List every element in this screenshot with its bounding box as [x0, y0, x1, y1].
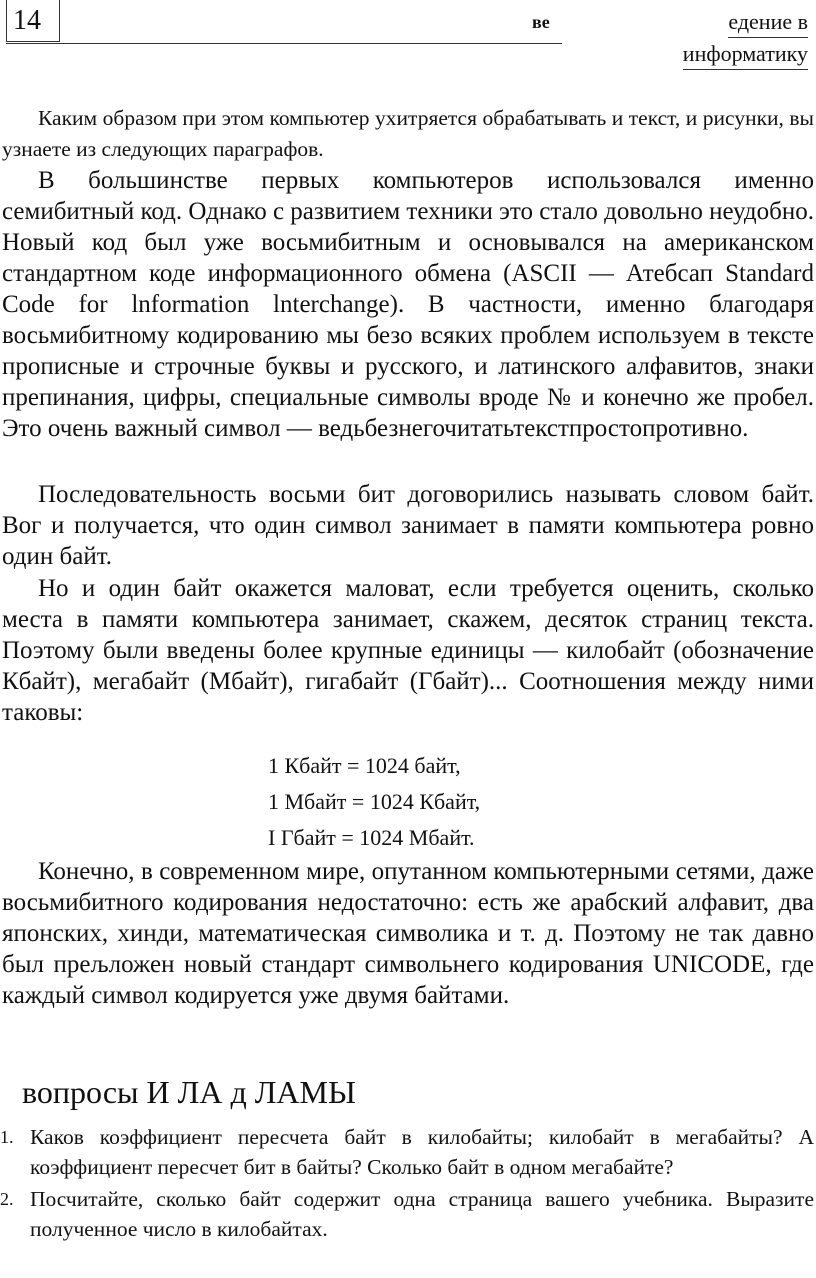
- paragraph-unicode: Конечно, в современном мире, опутанном компьютерными сетями, даже восьмибитного кодирования недостаточно: есть же арабский алфавит, два японских, хинди, математическая символика и т. д. Поэтому не так давно был прељложен новый стандарт символьнего кодирования UNICODE, где каждый символ кодируется уже двумя байтами.: [2, 858, 814, 1009]
- paragraph-ascii: В большинстве первых компьютеров использовался именно семибитный код. Однако с развитием техники это стало довольно неудобно. Новый код был уже восьмибитным и основывался на американском стандартном коде информационного обмена (ASCII — Атебсап Standard Code for lnformation lnterchange). В частности, именно благодаря восьмибитному кодированию мы безо всяких проблем используем в тексте прописные и строчные буквы и русского, и латинского алфавитов, знаки препинания, цифры, специальные символы вроде № и конечно же пробел. Это очень важный символ — ведьбезнегочитатьтекстпростопротивно.: [2, 167, 814, 442]
- running-header-line-1: едение в: [728, 6, 808, 38]
- running-header: [618, 6, 808, 70]
- section-title: вопросы И ЛА д ЛАМЫ: [22, 1074, 356, 1110]
- paragraph-byte: Последовательность восьми бит договорились называть словом байт. Вог и получается, что один символ занимает в памяти компьютера ровно один байт.: [2, 481, 814, 570]
- question-text: Посчитайте, сколько байт содержит одна страница вашего учебника. Выразите полученное число в килобайтах.: [30, 1187, 814, 1241]
- formula-mbyte: 1 Мбайт = 1024 Кбайт,: [268, 789, 481, 814]
- running-header-line-2: информатику: [683, 38, 808, 70]
- paragraph-units: Но и один байт окажется маловат, если требуется оценить, сколько места в памяти компьютера занимает, скажем, десяток страниц текста. Поэтому были введены более крупные единицы — килобайт (обозначение Кбайт), мегабайт (Мбайт), гигабайт (Гбайт)... Соотношения между ними таковы:: [2, 575, 814, 726]
- unit-formulas: [268, 748, 480, 856]
- question-item: [0, 1122, 814, 1182]
- formula-kbyte: 1 Кбайт = 1024 байт,: [268, 753, 461, 778]
- page-number: 14: [6, 0, 60, 42]
- intro-paragraph: Каким образом при этом компьютер ухитряется обрабатывать и текст, и рисунки, вы узнаете из следующих параграфов.: [2, 106, 814, 161]
- formula-gbyte: I Гбайт = 1024 Мбайт.: [268, 825, 475, 850]
- question-number: 2.: [0, 1189, 14, 1209]
- question-text: Каков коэффициент пересчета байт в килобайты; килобайт в мегабайты? А коэффициент пересчет бит в байты? Сколько байт в одном мегабайте?: [30, 1125, 814, 1179]
- header-fragment: ве: [532, 12, 550, 32]
- question-number: 1.: [0, 1127, 14, 1147]
- header-rule: [6, 43, 562, 44]
- question-item: [0, 1184, 814, 1244]
- questions-list: [0, 1122, 814, 1246]
